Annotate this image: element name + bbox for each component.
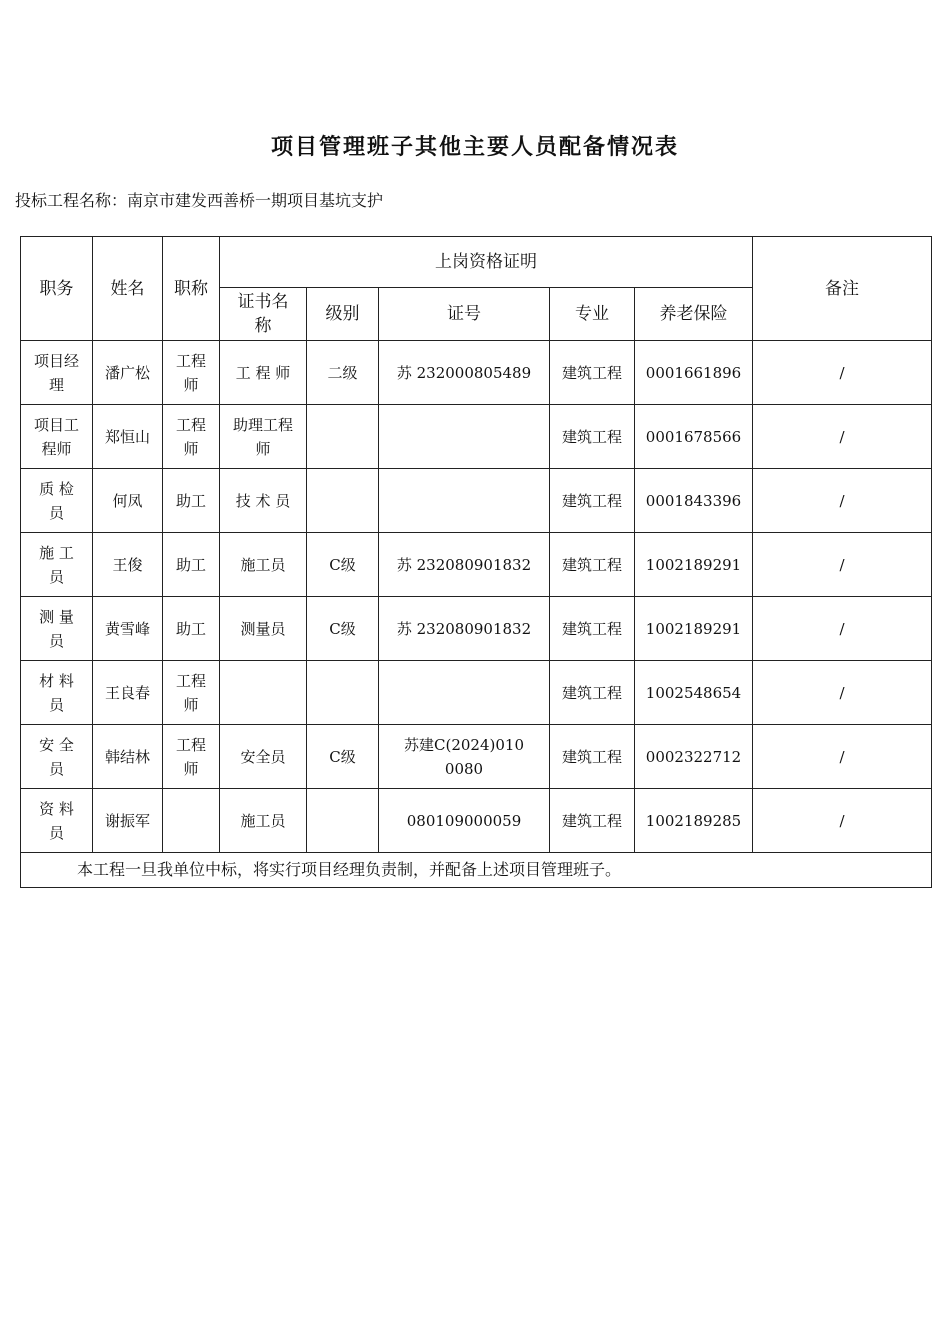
cell-name: 潘广松: [93, 341, 163, 405]
cell-position: 安 全 员: [21, 725, 93, 789]
cell-cert-name: 施工员: [220, 533, 307, 597]
cell-title: 工程师: [163, 405, 220, 469]
cell-pension: 0002322712: [635, 725, 753, 789]
staff-table: [20, 236, 932, 888]
cell-cert-name: 施工员: [220, 789, 307, 853]
cell-position: 测 量 员: [21, 597, 93, 661]
table-row: [21, 533, 932, 597]
cell-title: 工程师: [163, 341, 220, 405]
cell-major: 建筑工程: [550, 597, 635, 661]
table-row: [21, 469, 932, 533]
cell-major: 建筑工程: [550, 533, 635, 597]
cell-pension: 0001678566: [635, 405, 753, 469]
header-major: 专业: [550, 288, 635, 341]
cell-cert-no: 苏 232080901832: [379, 533, 550, 597]
table-row: [21, 405, 932, 469]
cell-level: C级: [307, 725, 379, 789]
header-row-1: [21, 237, 932, 288]
table-row: [21, 597, 932, 661]
cell-pension: 0001661896: [635, 341, 753, 405]
cell-cert-no: 苏 232000805489: [379, 341, 550, 405]
header-name: 姓名: [93, 237, 163, 341]
project-name-line: 投标工程名称：南京市建发西善桥一期项目基坑支护: [15, 191, 384, 210]
header-qualification: 上岗资格证明: [220, 237, 753, 288]
cell-major: 建筑工程: [550, 405, 635, 469]
cell-position: 项目工程师: [21, 405, 93, 469]
cell-pension: 1002189291: [635, 597, 753, 661]
cell-remarks: /: [753, 341, 932, 405]
cell-cert-no: 080109000059: [379, 789, 550, 853]
header-remarks: 备注: [753, 237, 932, 341]
cell-cert-name: 安全员: [220, 725, 307, 789]
header-pension: 养老保险: [635, 288, 753, 341]
cell-cert-name: 助理工程师: [220, 405, 307, 469]
cell-level: 二级: [307, 341, 379, 405]
cell-remarks: /: [753, 661, 932, 725]
cell-cert-no: [379, 661, 550, 725]
cell-pension: 1002189291: [635, 533, 753, 597]
cell-position: 材 料 员: [21, 661, 93, 725]
cell-cert-no: 苏 232080901832: [379, 597, 550, 661]
footer-row: [21, 853, 932, 888]
cell-title: 助工: [163, 469, 220, 533]
cell-cert-name: [220, 661, 307, 725]
cell-name: 谢振军: [93, 789, 163, 853]
cell-remarks: /: [753, 725, 932, 789]
cell-cert-name: 技 术 员: [220, 469, 307, 533]
cell-name: 何凤: [93, 469, 163, 533]
cell-level: [307, 405, 379, 469]
cell-title: 助工: [163, 533, 220, 597]
cell-pension: 1002189285: [635, 789, 753, 853]
cell-major: 建筑工程: [550, 789, 635, 853]
cell-major: 建筑工程: [550, 661, 635, 725]
cell-title: 工程师: [163, 661, 220, 725]
footer-note: 本工程一旦我单位中标，将实行项目经理负责制，并配备上述项目管理班子。: [21, 853, 932, 888]
cell-level: C级: [307, 597, 379, 661]
header-level: 级别: [307, 288, 379, 341]
cell-cert-no: [379, 405, 550, 469]
cell-cert-no: 苏建C(2024)0100080: [379, 725, 550, 789]
header-position: 职务: [21, 237, 93, 341]
table-row: [21, 341, 932, 405]
cell-pension: 0001843396: [635, 469, 753, 533]
cell-major: 建筑工程: [550, 725, 635, 789]
cell-position: 施 工 员: [21, 533, 93, 597]
cell-level: [307, 661, 379, 725]
cell-remarks: /: [753, 533, 932, 597]
cell-name: 韩结林: [93, 725, 163, 789]
cell-level: C级: [307, 533, 379, 597]
header-cert-name: 证书名称: [220, 288, 307, 341]
cell-major: 建筑工程: [550, 469, 635, 533]
cell-name: 王俊: [93, 533, 163, 597]
cell-remarks: /: [753, 789, 932, 853]
cell-remarks: /: [753, 469, 932, 533]
cell-title: 工程师: [163, 725, 220, 789]
header-title: 职称: [163, 237, 220, 341]
cell-remarks: /: [753, 405, 932, 469]
table-row: [21, 789, 932, 853]
table-row: [21, 661, 932, 725]
cell-position: 项目经理: [21, 341, 93, 405]
cell-position: 资 料 员: [21, 789, 93, 853]
cell-name: 郑恒山: [93, 405, 163, 469]
cell-position: 质 检 员: [21, 469, 93, 533]
cell-name: 王良春: [93, 661, 163, 725]
cell-cert-name: 工 程 师: [220, 341, 307, 405]
cell-level: [307, 789, 379, 853]
header-cert-no: 证号: [379, 288, 550, 341]
cell-name: 黄雪峰: [93, 597, 163, 661]
cell-pension: 1002548654: [635, 661, 753, 725]
cell-title: [163, 789, 220, 853]
cell-cert-no: [379, 469, 550, 533]
page-title: 项目管理班子其他主要人员配备情况表: [270, 134, 679, 160]
cell-title: 助工: [163, 597, 220, 661]
cell-remarks: /: [753, 597, 932, 661]
cell-major: 建筑工程: [550, 341, 635, 405]
cell-cert-name: 测量员: [220, 597, 307, 661]
table-row: [21, 725, 932, 789]
cell-level: [307, 469, 379, 533]
